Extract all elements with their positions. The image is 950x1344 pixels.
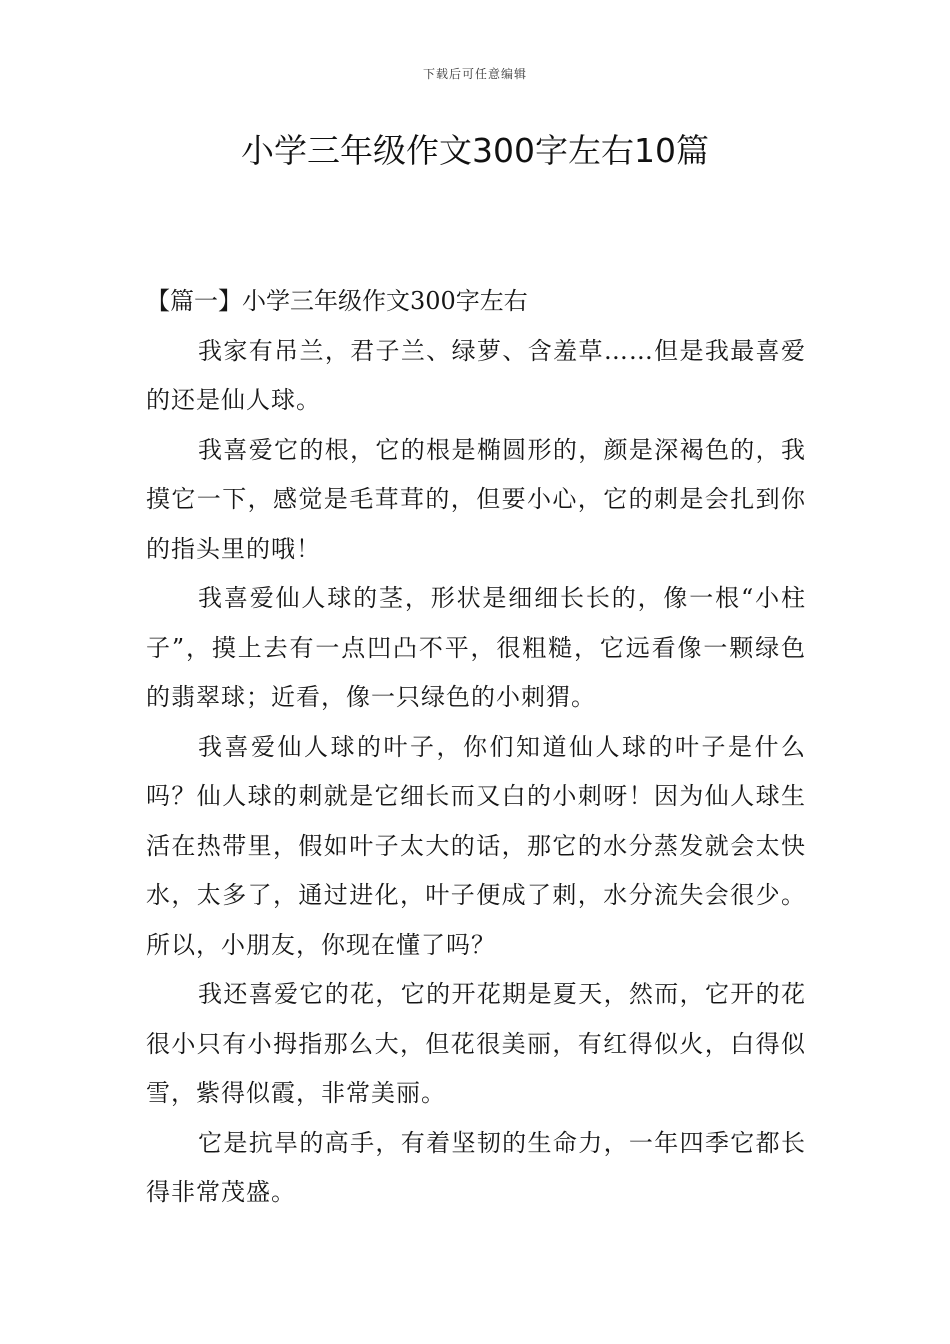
- paragraph: 我喜爱仙人球的叶子，你们知道仙人球的叶子是什么吗？仙人球的刺就是它细长而又白的小刺呀！因为仙人球生活在热带里，假如叶子太大的话，那它的水分蒸发就会太快水，太多了，通过进化，叶子便成了刺，水分流失会很少。所以，小朋友，你现在懂了吗？: [146, 732, 806, 959]
- document-title: 小学三年级作文300字左右10篇: [241, 131, 709, 170]
- paragraph: 我家有吊兰，君子兰、绿萝、含羞草……但是我最喜爱的还是仙人球。: [146, 336, 806, 414]
- paragraph: 它是抗旱的高手，有着坚韧的生命力，一年四季它都长得非常茂盛。: [146, 1128, 806, 1206]
- paragraph: 我喜爱仙人球的茎，形状是细细长长的，像一根“小柱子”，摸上去有一点凹凸不平，很粗糙，它远看像一颗绿色的翡翠球；近看，像一只绿色的小刺猬。: [146, 584, 806, 711]
- header-note: 下载后可任意编辑: [422, 67, 527, 81]
- paragraph: 我喜爱它的根，它的根是椭圆形的，颜是深褐色的，我摸它一下，感觉是毛茸茸的，但要小心，它的刺是会扎到你的指头里的哦！: [146, 435, 806, 563]
- paragraph: 我还喜爱它的花，它的开花期是夏天，然而，它开的花很小只有小拇指那么大，但花很美丽，有红得似火，白得似雪，紫得似霞，非常美丽。: [146, 980, 806, 1107]
- article-body: [146, 277, 806, 1218]
- section-heading: 【篇一】小学三年级作文300字左右: [146, 287, 528, 315]
